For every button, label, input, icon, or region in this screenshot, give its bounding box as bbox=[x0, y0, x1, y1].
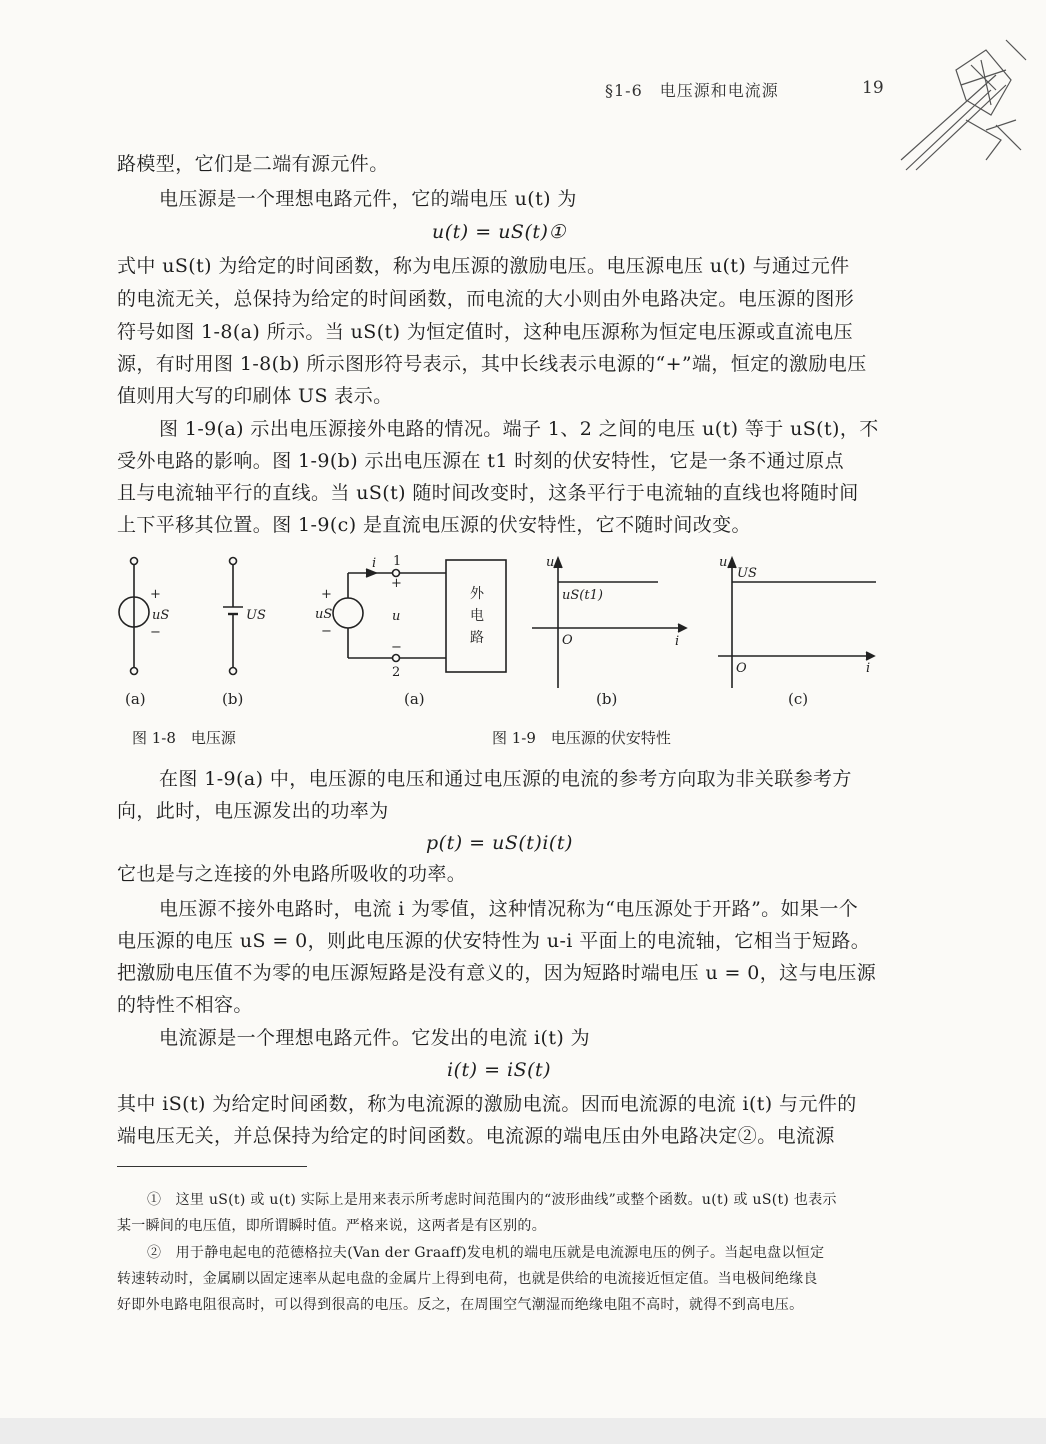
fig18-sublabel-b: (b) bbox=[222, 690, 244, 708]
fig19c-axis-u: u bbox=[719, 555, 728, 570]
fig19a-us: uS bbox=[315, 607, 333, 622]
equation-2: p(t) = uS(t)i(t) bbox=[426, 832, 573, 854]
fig19b-axes bbox=[532, 558, 686, 688]
fig19a-box-char-2: 电 bbox=[470, 608, 484, 624]
body-line: 路模型，它们是二端有源元件。 bbox=[117, 153, 389, 175]
body-line: 符号如图 1-8(a) 所示。当 uS(t) 为恒定值时，这种电压源称为恒定电压源或直流电压 bbox=[117, 321, 854, 343]
scan-bottom-edge bbox=[0, 1418, 1046, 1444]
fig19a-plus: + bbox=[321, 587, 332, 602]
body-line: 受外电路的影响。图 1-9(b) 示出电压源在 t1 时刻的伏安特性，它是一条不通过原点 bbox=[117, 450, 845, 472]
fig19b-axis-u: u bbox=[546, 555, 555, 570]
fig19a-box-char-1: 外 bbox=[470, 586, 484, 602]
footnote-separator bbox=[117, 1166, 307, 1167]
fig18a-minus: − bbox=[150, 625, 161, 640]
fig19a-terminal-1: 1 bbox=[393, 554, 402, 569]
fig18-caption: 图 1-8 电压源 bbox=[132, 729, 236, 747]
body-line: 电压源的电压 uS = 0，则此电压源的伏安特性为 u-i 平面上的电流轴，它相当于短路。 bbox=[117, 930, 871, 952]
fig18-sublabel-a: (a) bbox=[125, 690, 146, 708]
corner-ornament-icon bbox=[896, 30, 1036, 180]
footnote-1-line: ① 这里 uS(t) 或 u(t) 实际上是用来表示所考虑时间范围内的“波形曲线”或整个函数。u(t) 或 uS(t) 也表示 bbox=[147, 1192, 837, 1208]
running-header-section: §1-6 电压源和电流源 bbox=[605, 81, 779, 100]
body-line: 式中 uS(t) 为给定的时间函数，称为电压源的激励电压。电压源电压 u(t) 与通过元件 bbox=[117, 255, 850, 277]
fig19a-u: u bbox=[392, 609, 401, 624]
fig19c-Us: US bbox=[737, 566, 757, 581]
body-line: 电压源不接外电路时，电流 i 为零值，这种情况称为“电压源处于开路”。如果一个 bbox=[159, 898, 859, 920]
fig18a-voltage-source-symbol bbox=[119, 558, 149, 675]
fig19a-term-plus: + bbox=[391, 576, 402, 591]
footnote-1-line: 某一瞬间的电压值，即所谓瞬时值。严格来说，这两者是有区别的。 bbox=[117, 1218, 546, 1234]
fig19a-minus: − bbox=[321, 624, 332, 639]
footnote-2-line: 转速转动时，金属刷以固定速率从起电盘的金属片上得到电荷，也就是供给的电流接近恒定值。当电极间绝缘良 bbox=[117, 1271, 818, 1287]
body-line: 且与电流轴平行的直线。当 uS(t) 随时间改变时，这条平行于电流轴的直线也将随时间 bbox=[117, 482, 859, 504]
fig19a-i: i bbox=[372, 556, 377, 571]
fig19b-origin: O bbox=[562, 633, 573, 648]
fig19a-terminal-2: 2 bbox=[392, 665, 401, 680]
footnote-2-line: ② 用于静电起电的范德格拉夫(Van der Graaff)发电机的端电压就是电流源电压的例子。当起电盘以恒定 bbox=[147, 1245, 825, 1261]
fig19a-term-minus: − bbox=[391, 640, 402, 655]
body-line: 电流源是一个理想电路元件。它发出的电流 i(t) 为 bbox=[159, 1027, 591, 1049]
body-line: 端电压无关，并总保持为给定的时间函数。电流源的端电压由外电路决定②。电流源 bbox=[117, 1125, 835, 1147]
figures-1-8-1-9 bbox=[100, 548, 900, 718]
body-line: 图 1-9(a) 示出电压源接外电路的情况。端子 1、2 之间的电压 u(t) 等于 uS(t)，不 bbox=[159, 418, 879, 440]
fig18a-plus: + bbox=[150, 587, 161, 602]
fig18b-dc-source-symbol bbox=[223, 558, 243, 675]
fig19c-origin: O bbox=[736, 661, 747, 676]
body-line: 在图 1-9(a) 中，电压源的电压和通过电压源的电流的参考方向取为非关联参考方 bbox=[159, 768, 852, 790]
page-number: 19 bbox=[862, 78, 884, 98]
body-line: 值则用大写的印刷体 US 表示。 bbox=[117, 385, 393, 407]
body-line: 的电流无关，总保持为给定的时间函数，而电流的大小则由外电路决定。电压源的图形 bbox=[117, 288, 855, 310]
body-line: 其中 iS(t) 为给定时间函数，称为电流源的激励电流。因而电流源的电流 i(t) 与元件的 bbox=[117, 1093, 857, 1115]
fig18a-us: uS bbox=[152, 608, 170, 623]
body-line: 向，此时，电压源发出的功率为 bbox=[117, 800, 389, 822]
equation-3: i(t) = iS(t) bbox=[447, 1059, 552, 1081]
body-line: 源，有时用图 1-8(b) 所示图形符号表示，其中长线表示电源的“+”端，恒定的激励电压 bbox=[117, 353, 867, 375]
body-line: 它也是与之连接的外电路所吸收的功率。 bbox=[117, 863, 467, 885]
fig19-sublabel-c: (c) bbox=[788, 690, 809, 708]
fig19-sublabel-a: (a) bbox=[404, 690, 425, 708]
fig19a-box-char-3: 路 bbox=[470, 630, 484, 646]
body-line: 的特性不相容。 bbox=[117, 994, 253, 1016]
footnote-2-line: 好即外电路电阻很高时，可以得到很高的电压。反之，在周围空气潮湿而绝缘电阻不高时，就得不到高电压。 bbox=[117, 1297, 804, 1313]
body-line: 上下平移其位置。图 1-9(c) 是直流电压源的伏安特性，它不随时间改变。 bbox=[117, 514, 751, 536]
body-line: 电压源是一个理想电路元件，它的端电压 u(t) 为 bbox=[159, 188, 577, 210]
equation-1: u(t) = uS(t)① bbox=[432, 221, 566, 243]
fig19-caption: 图 1-9 电压源的伏安特性 bbox=[492, 729, 671, 747]
body-line: 把激励电压值不为零的电压源短路是没有意义的，因为短路时端电压 u = 0，这与电压源 bbox=[117, 962, 877, 984]
fig19c-axis-i: i bbox=[866, 661, 871, 676]
fig19-sublabel-b: (b) bbox=[596, 690, 618, 708]
fig19b-us-t1: uS(t1) bbox=[562, 588, 603, 603]
fig19b-axis-i: i bbox=[675, 634, 680, 649]
fig18b-Us: US bbox=[246, 608, 266, 623]
